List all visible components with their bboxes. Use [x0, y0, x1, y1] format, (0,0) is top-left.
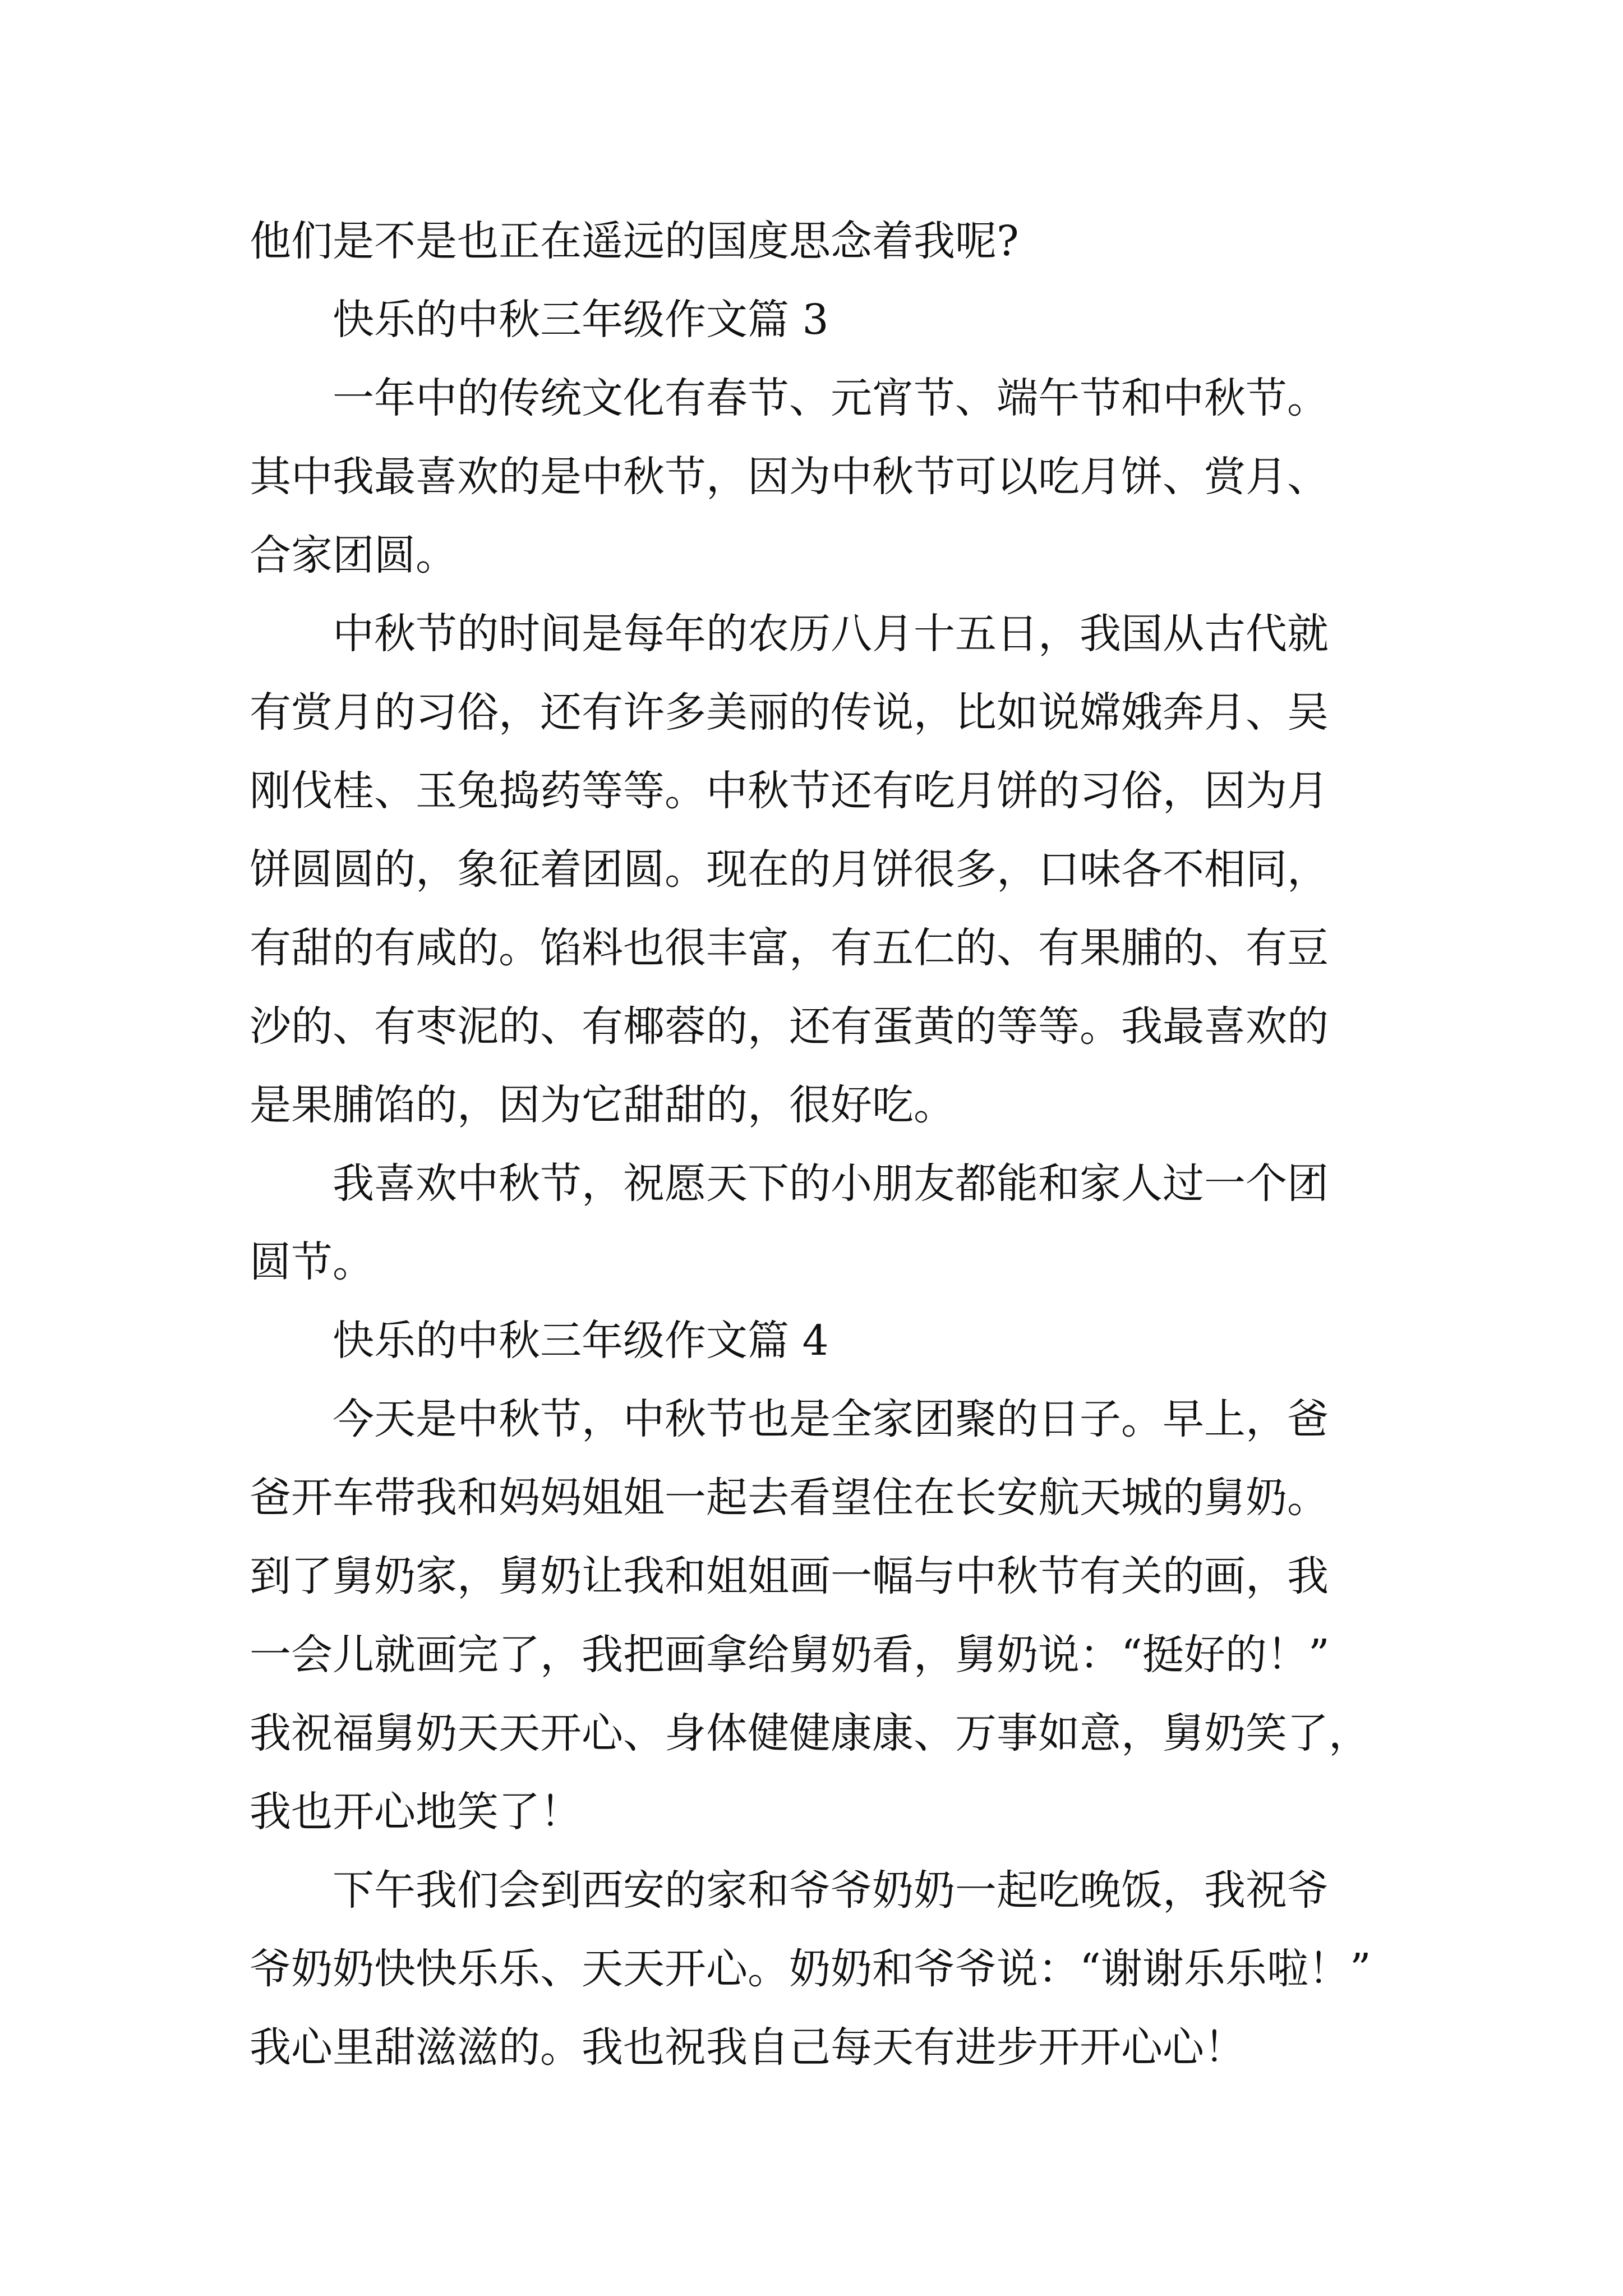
text-line: 一会儿就画完了，我把画拿给舅奶看，舅奶说：“挺好的！”	[250, 1631, 1330, 1679]
text-line: 到了舅奶家，舅奶让我和姐姐画一幅与中秋节有关的画，我	[250, 1552, 1329, 1600]
text-line: 快乐的中秋三年级作文篇 3	[333, 296, 829, 344]
text-line: 是果脯馅的，因为它甜甜的，很好吃。	[250, 1081, 955, 1129]
text-line: 我也开心地笑了！	[250, 1788, 582, 1836]
text-line: 有甜的有咸的。馅料也很丰富，有五仁的、有果脯的、有豆	[250, 924, 1329, 972]
text-line: 下午我们会到西安的家和爷爷奶奶一起吃晚饭，我祝爷	[333, 1866, 1329, 1915]
document-body	[250, 202, 1427, 2087]
text-line: 中秋节的时间是每年的农历八月十五日，我国从古代就	[333, 610, 1329, 658]
text-line: 他们是不是也正在遥远的国度思念着我呢?	[250, 217, 1019, 265]
text-line: 合家团圆。	[250, 531, 457, 579]
text-line: 其中我最喜欢的是中秋节，因为中秋节可以吃月饼、赏月、	[250, 453, 1329, 501]
text-line: 快乐的中秋三年级作文篇 4	[333, 1317, 829, 1365]
text-line: 我喜欢中秋节，祝愿天下的小朋友都能和家人过一个团	[333, 1159, 1329, 1208]
text-line: 圆节。	[250, 1238, 374, 1286]
text-line: 我祝福舅奶天天开心、身体健健康康、万事如意，舅奶笑了，	[250, 1709, 1370, 1757]
text-line: 饼圆圆的，象征着团圆。现在的月饼很多，口味各不相同，	[250, 845, 1329, 894]
text-line: 今天是中秋节，中秋节也是全家团聚的日子。早上，爸	[333, 1395, 1329, 1443]
text-line: 一年中的传统文化有春节、元宵节、端午节和中秋节。	[333, 374, 1329, 422]
text-line: 我心里甜滋滋的。我也祝我自己每天有进步开开心心！	[250, 2023, 1246, 2072]
text-line: 爸开车带我和妈妈姐姐一起去看望住在长安航天城的舅奶。	[250, 1474, 1329, 1522]
text-line: 刚伐桂、玉兔捣药等等。中秋节还有吃月饼的习俗，因为月	[250, 767, 1329, 815]
text-line: 有赏月的习俗，还有许多美丽的传说，比如说嫦娥奔月、吴	[250, 688, 1329, 737]
text-line: 沙的、有枣泥的、有椰蓉的，还有蛋黄的等等。我最喜欢的	[250, 1002, 1329, 1051]
text-line: 爷奶奶快快乐乐、天天开心。奶奶和爷爷说：“谢谢乐乐啦！”	[250, 1945, 1371, 1993]
